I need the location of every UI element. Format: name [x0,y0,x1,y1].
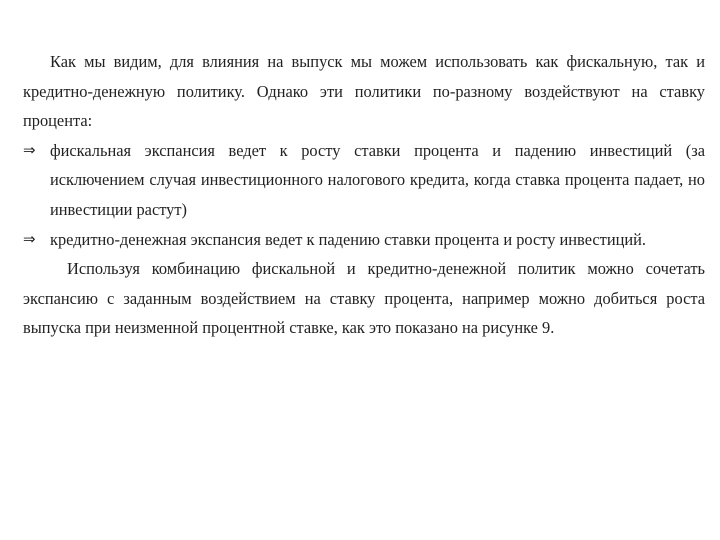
intro-paragraph: Как мы видим, для влияния на выпуск мы можем использовать как фискальную, так и кредитно-денежную политику. Однако эти политики по-разному воздействуют на ставку процента: [23,52,705,131]
double-arrow-icon: ⇒ [23,140,36,159]
bullet-text-fiscal: фискальная экспансия ведет к росту ставки процента и падению инвестиций (за исключением случая инвестиционного налогового кредита, когда ставка процента падает, но инвестиции растут) [50,140,705,219]
bullet-text-monetary: кредитно-денежная экспансия ведет к падению ставки процента и росту инвестиций. [50,229,647,249]
conclusion-paragraph: Используя комбинацию фискальной и кредитно-денежной политик можно сочетать экспансию с заданным воздействием на ставку процента, например можно добиться роста выпуска при неизменной процентной ставке, как это показано на рисунке 9. [23,259,705,338]
double-arrow-icon: ⇒ [23,229,36,248]
bullet-item-fiscal [23,136,705,225]
document-body [23,47,705,343]
bullet-item-monetary [23,225,705,255]
